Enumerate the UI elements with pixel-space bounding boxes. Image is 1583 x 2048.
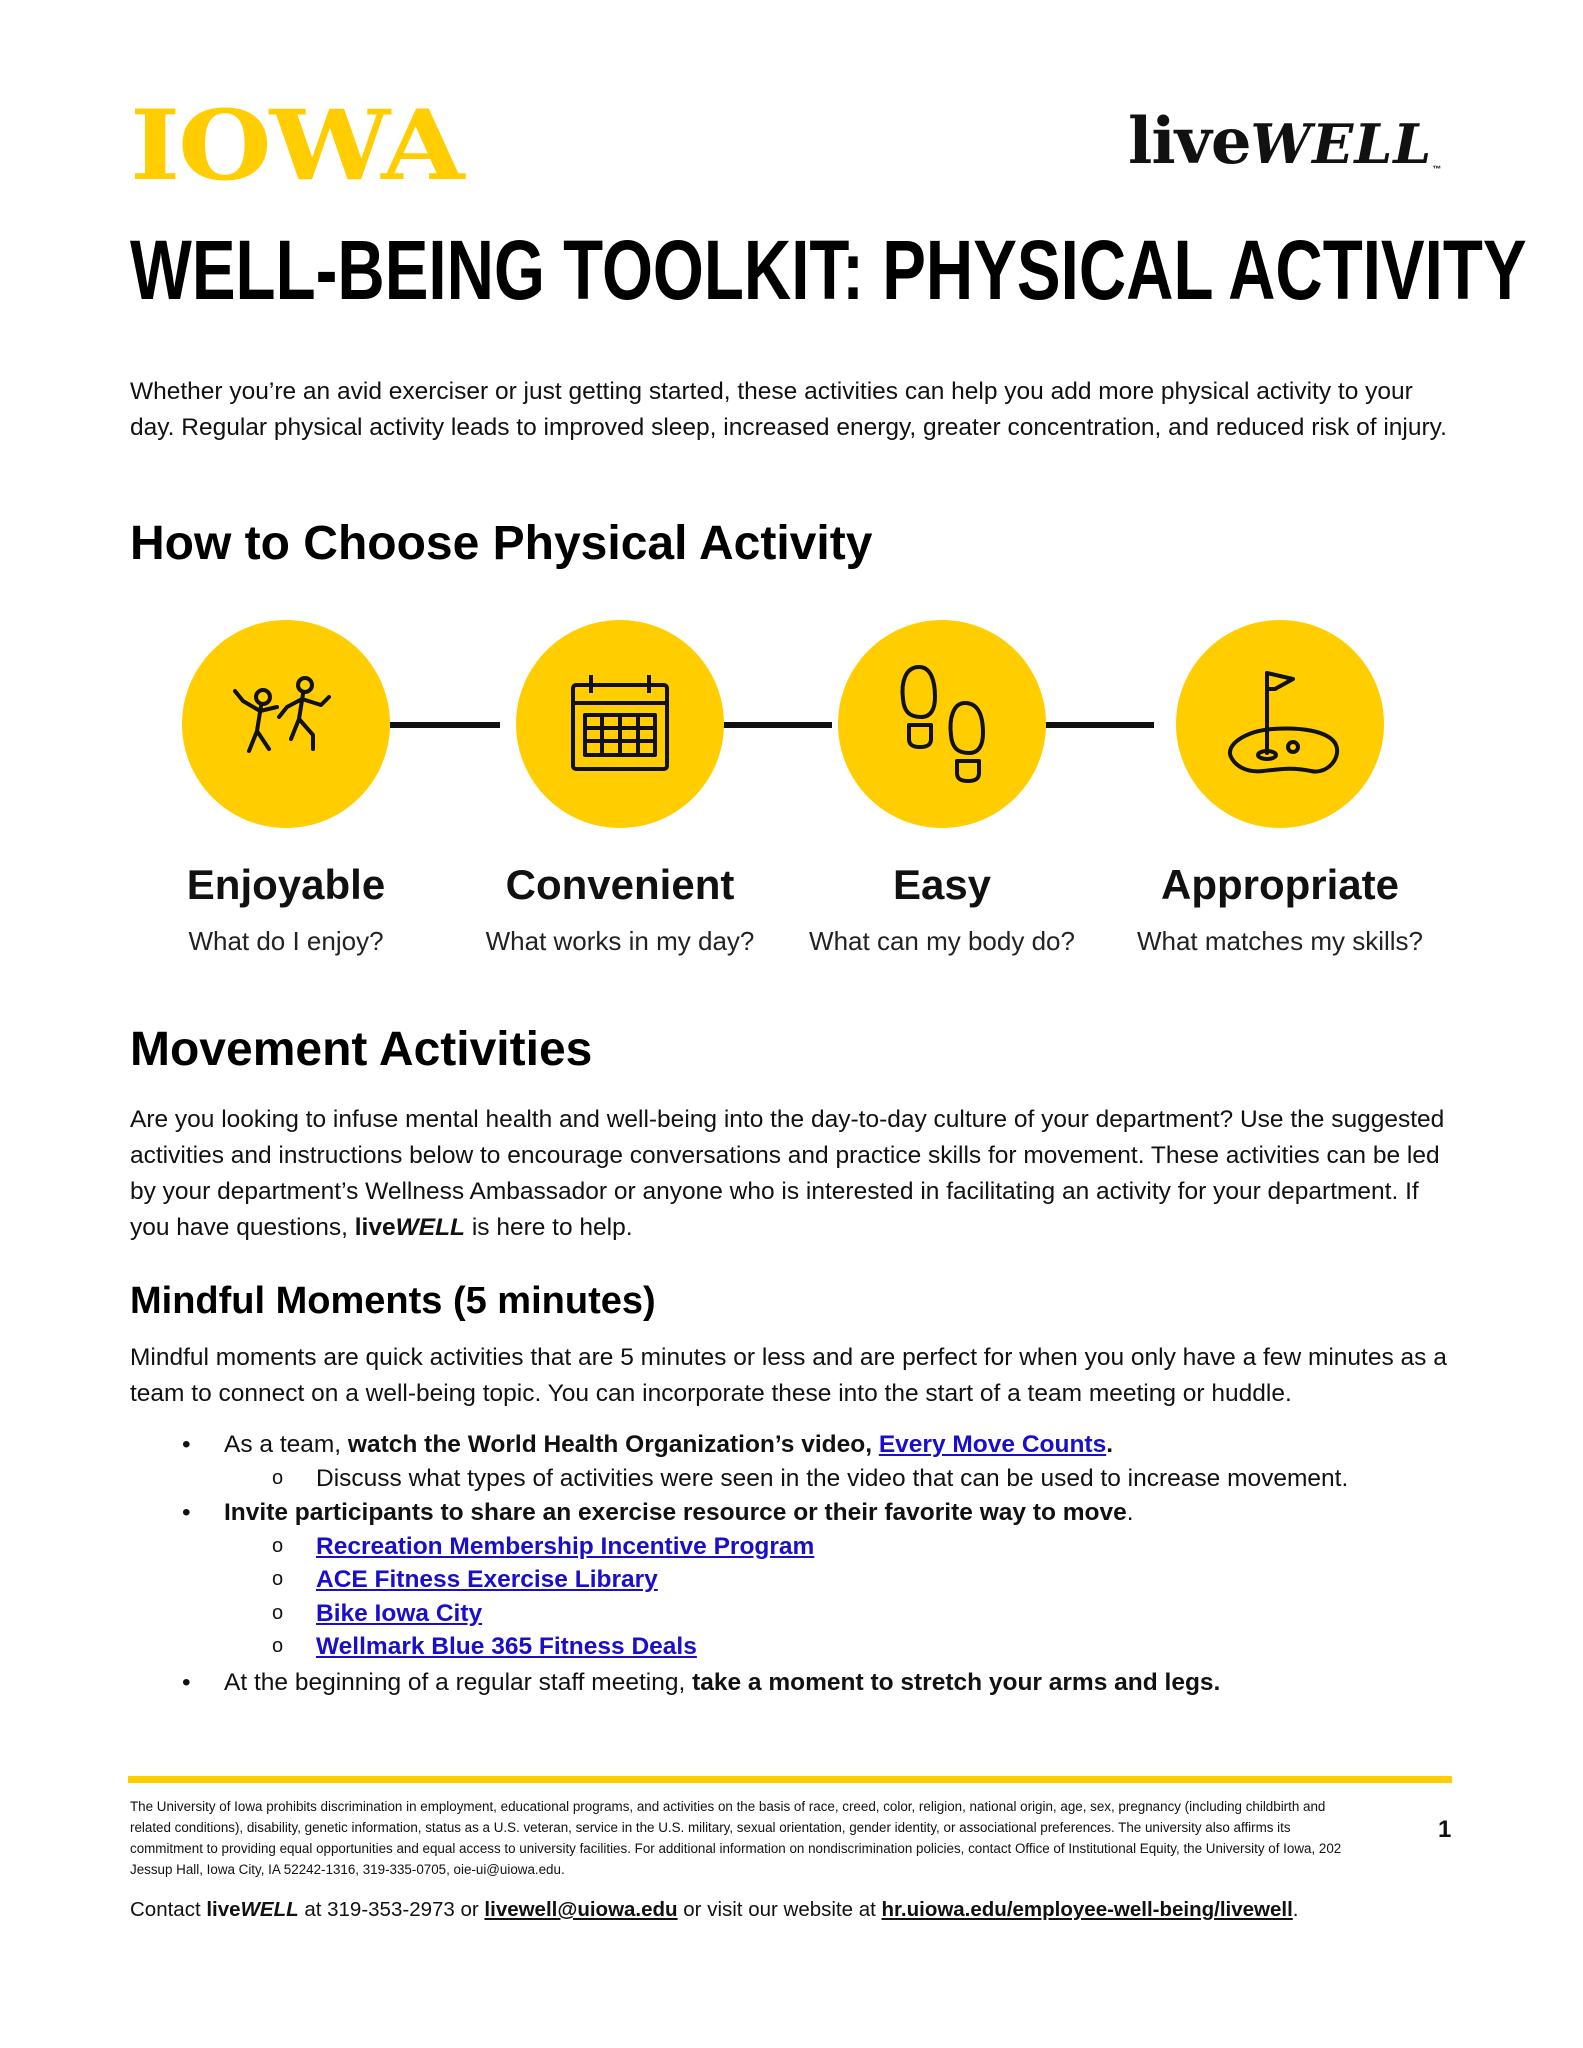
every-move-counts-link[interactable]: Every Move Counts	[878, 1431, 1107, 1458]
sub-bullet-symbol: o	[272, 1635, 284, 1657]
intro-paragraph: Whether you’re an avid exerciser or just getting started, these activities can help you add more physical activity to your day. Regular physical activity leads to improved sleep, increased energy, greater concentration, and reduced risk of injury.	[130, 378, 1447, 441]
list-subitem	[130, 1597, 1460, 1631]
step-easy	[782, 620, 1102, 957]
movement-paragraph	[130, 1102, 1460, 1246]
bullet-text-bold: Invite participants to share an exercise resource or their favorite way to move	[224, 1498, 1127, 1526]
list-subitem	[130, 1462, 1460, 1496]
footprints-icon	[838, 620, 1046, 828]
mindful-heading: Mindful Moments (5 minutes)	[130, 1280, 656, 1322]
ace-fitness-link[interactable]: ACE Fitness Exercise Library	[316, 1566, 658, 1593]
step-question: What do I enjoy?	[188, 926, 384, 956]
bullet-text-end: .	[1126, 1498, 1134, 1526]
recreation-membership-link[interactable]: Recreation Membership Incentive Program	[316, 1532, 815, 1560]
list-subitem	[130, 1630, 1460, 1664]
livewell-brand-live: live	[354, 1214, 396, 1241]
mindful-paragraph: Mindful moments are quick activities that are 5 minutes or less and are perfect for when you only have a few minutes as a team to connect on a well-being topic. You can incorporate these into the start of a team meeting or huddle.	[130, 1344, 1447, 1407]
step-title: Convenient	[505, 861, 735, 908]
livewell-brand-live: live	[206, 1898, 241, 1921]
contact-prefix: Contact	[130, 1898, 207, 1921]
trademark-symbol: ™	[1432, 164, 1441, 174]
list-subitem	[130, 1563, 1460, 1597]
bullet-symbol: •	[182, 1668, 191, 1696]
movement-text-end: is here to help.	[465, 1214, 633, 1241]
bullet-text-bold: watch the World Health Organization’s video,	[347, 1431, 879, 1458]
movement-text: Are you looking to infuse mental health and well-being into the day-to-day culture of your department? Use the suggested activities and instructions below to encourage conversations and practice skills for movement. These activities can be led by your department’s Wellness Ambassador or anyone who is interested in facilitating an activity for your department. If you have questions,	[130, 1106, 1445, 1241]
livewell-brand-well: WELL	[240, 1898, 299, 1921]
bullet-text: At the beginning of a regular staff meeting,	[224, 1668, 693, 1696]
mindful-bullet-list	[130, 1428, 1460, 1700]
choose-heading: How to Choose Physical Activity	[130, 517, 873, 570]
step-title: Easy	[892, 861, 992, 908]
livewell-logo-well: WELL	[1250, 112, 1433, 176]
sub-bullet-symbol: o	[272, 1467, 284, 1489]
sub-bullet-symbol: o	[272, 1568, 284, 1590]
contact-phone: at 319-353-2973 or	[298, 1898, 485, 1921]
page-title: WELL-BEING TOOLKIT: PHYSICAL ACTIVITY	[130, 223, 1527, 317]
iowa-logo: IOWA	[130, 89, 463, 202]
movement-heading: Movement Activities	[130, 1023, 593, 1076]
footer-contact	[130, 1896, 1298, 1924]
step-question: What can my body do?	[809, 926, 1075, 956]
list-subitem	[130, 1530, 1460, 1564]
wellmark-blue-link[interactable]: Wellmark Blue 365 Fitness Deals	[316, 1633, 697, 1660]
sub-bullet-symbol: o	[272, 1534, 284, 1557]
choose-steps	[130, 620, 1460, 970]
bullet-symbol: •	[182, 1498, 191, 1526]
contact-end: .	[1292, 1898, 1299, 1921]
step-question: What matches my skills?	[1136, 926, 1424, 956]
list-item	[130, 1666, 1460, 1700]
golf-flag-icon	[1176, 620, 1384, 828]
dancing-people-icon	[182, 620, 390, 828]
website-link[interactable]: hr.uiowa.edu/employee-well-being/livewell	[881, 1898, 1293, 1921]
calendar-icon	[516, 620, 724, 828]
bullet-text-bold: take a moment to stretch your arms and legs.	[692, 1668, 1221, 1696]
list-item	[130, 1496, 1460, 1530]
nondiscrimination-statement: The University of Iowa prohibits discrimination in employment, educational programs, and activities on the basis of race, creed, color, religion, national origin, age, sex, pregnancy (including childbirth and related conditions), disability, genetic information, status as a U.S. veteran, service in the U.S. military, sexual orientation, gender identity, or associational preferences. The university also affirms its commitment to providing equal opportunities and equal access to university facilities. For additional information on nondiscrimination policies, contact Office of Institutional Equity, the University of Iowa, 202 Jessup Hall, Iowa City, IA 52242-1316, 319-335-0705, oie-ui@uiowa.edu.	[130, 1799, 1342, 1877]
step-appropriate	[1120, 620, 1440, 957]
list-item	[130, 1428, 1460, 1462]
step-question: What works in my day?	[485, 926, 755, 956]
step-title: Enjoyable	[186, 861, 386, 908]
livewell-logo	[1128, 104, 1441, 179]
step-convenient	[460, 620, 780, 957]
sub-bullet-symbol: o	[272, 1601, 284, 1624]
bike-iowa-city-link[interactable]: Bike Iowa City	[316, 1599, 483, 1627]
livewell-brand-well: WELL	[395, 1214, 466, 1241]
bullet-symbol: •	[182, 1431, 191, 1458]
email-link[interactable]: livewell@uiowa.edu	[484, 1898, 678, 1921]
step-enjoyable	[126, 620, 446, 957]
footer-divider	[128, 1776, 1452, 1783]
step-title: Appropriate	[1160, 861, 1399, 908]
contact-mid: or visit our website at	[677, 1898, 882, 1921]
bullet-text-end: .	[1106, 1431, 1114, 1458]
bullet-text: As a team,	[224, 1431, 348, 1458]
page-number: 1	[1438, 1816, 1452, 1843]
livewell-logo-live: live	[1128, 104, 1251, 179]
subitem-text: Discuss what types of activities were seen in the video that can be used to increase movement.	[316, 1465, 1349, 1492]
